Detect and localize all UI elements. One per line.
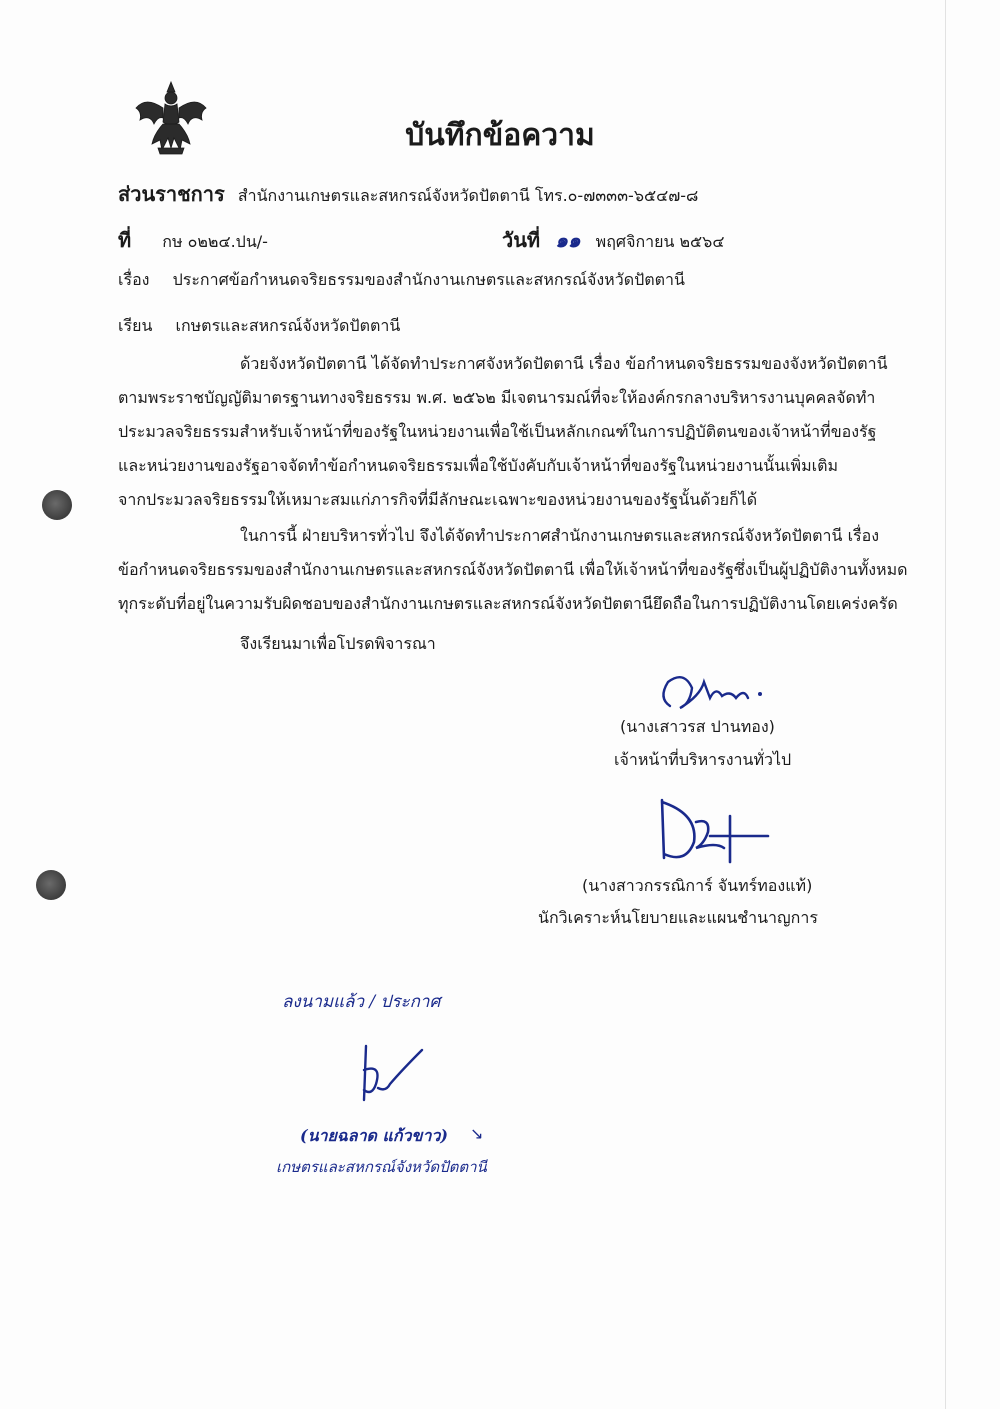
punch-hole-bottom <box>36 870 66 900</box>
date-row <box>502 224 724 256</box>
p1-line: ตามพระราชบัญญัติมาตรฐานทางจริยธรรม พ.ศ. ๒๕๖๒ มีเจตนารมณ์ที่จะให้องค์กรกลางบริหารงานบุคคลจัดทำ <box>118 388 876 407</box>
subject-value: ประกาศข้อกำหนดจริยธรรมของสำนักงานเกษตรและสหกรณ์จังหวัดปัตตานี <box>172 270 685 289</box>
signer-2-name: (นางสาวกรรณิการ์ จันทร์ทองแท้) <box>582 876 813 895</box>
signer-1-name: (นางเสาวรส ปานทอง) <box>620 717 775 736</box>
approver-name: (นายฉลาด แก้วขาว) <box>300 1126 448 1145</box>
date-day: ๑๑ <box>555 228 581 252</box>
approver-position: เกษตรและสหกรณ์จังหวัดปัตตานี <box>276 1158 487 1176</box>
signature-2 <box>650 792 780 872</box>
closing-line: จึงเรียนมาเพื่อโปรดพิจารณา <box>240 634 436 653</box>
p1-line: ประมวลจริยธรรมสำหรับเจ้าหน้าที่ของรัฐในหน่วยงานเพื่อใช้เป็นหลักเกณฑ์ในการปฏิบัติตนของเจ้าหน้าที่ของรัฐ <box>118 422 877 441</box>
date-month-year: พฤศจิกายน ๒๕๖๔ <box>595 232 725 251</box>
date-label: วันที่ <box>502 228 541 252</box>
subject-row <box>118 268 685 293</box>
p1-line: ด้วยจังหวัดปัตตานี ได้จัดทำประกาศจังหวัดปัตตานี เรื่อง ข้อกำหนดจริยธรรมของจังหวัดปัตตานี <box>240 354 888 373</box>
p2-line: ในการนี้ ฝ่ายบริหารทั่วไป จึงได้จัดทำประกาศสำนักงานเกษตรและสหกรณ์จังหวัดปัตตานี เรื่อง <box>240 526 880 545</box>
signer-2-position: นักวิเคราะห์นโยบายและแผนชำนาญการ <box>538 908 818 927</box>
approval-signature <box>352 1040 432 1120</box>
ref-value: กษ ๐๒๒๔.ปน/- <box>162 232 268 251</box>
scan-edge <box>945 0 946 1409</box>
ref-label: ที่ <box>118 228 132 252</box>
to-row <box>118 314 400 339</box>
p1-line: จากประมวลจริยธรรมให้เหมาะสมแก่ภารกิจที่มีลักษณะเฉพาะของหน่วยงานของรัฐนั้นด้วยก็ได้ <box>118 490 758 509</box>
signer-1-position: เจ้าหน้าที่บริหารงานทั่วไป <box>614 750 792 769</box>
ref-row <box>118 224 268 256</box>
p2-line: ข้อกำหนดจริยธรรมของสำนักงานเกษตรและสหกรณ์จังหวัดปัตตานี เพื่อให้เจ้าหน้าที่ของรัฐซึ่งเป็นผู้ปฏิบัติงานทั้งหมด <box>118 560 908 579</box>
to-label: เรียน <box>118 316 153 335</box>
p2-line: ทุกระดับที่อยู่ในความรับผิดชอบของสำนักงานเกษตรและสหกรณ์จังหวัดปัตตานียึดถือในการปฏิบัติงานโดยเคร่งครัด <box>118 594 898 613</box>
agency-row <box>118 178 698 210</box>
memo-title: บันทึกข้อความ <box>405 118 595 153</box>
subject-label: เรื่อง <box>118 270 150 289</box>
agency-value: สำนักงานเกษตรและสหกรณ์จังหวัดปัตตานี โทร.๐-๗๓๓๓-๖๕๔๗-๘ <box>237 186 699 205</box>
punch-hole-top <box>42 490 72 520</box>
agency-label: ส่วนราชการ <box>118 182 225 206</box>
approver-mark: ↘ <box>470 1124 484 1143</box>
approval-note: ลงนามแล้ว / ประกาศ <box>282 992 441 1012</box>
signature-1 <box>640 668 780 718</box>
to-value: เกษตรและสหกรณ์จังหวัดปัตตานี <box>175 316 401 335</box>
p1-line: และหน่วยงานของรัฐอาจจัดทำข้อกำหนดจริยธรรมเพื่อใช้บังคับกับเจ้าหน้าที่ของรัฐในหน่วยงานนั้นเพิ่มเติม <box>118 456 839 475</box>
